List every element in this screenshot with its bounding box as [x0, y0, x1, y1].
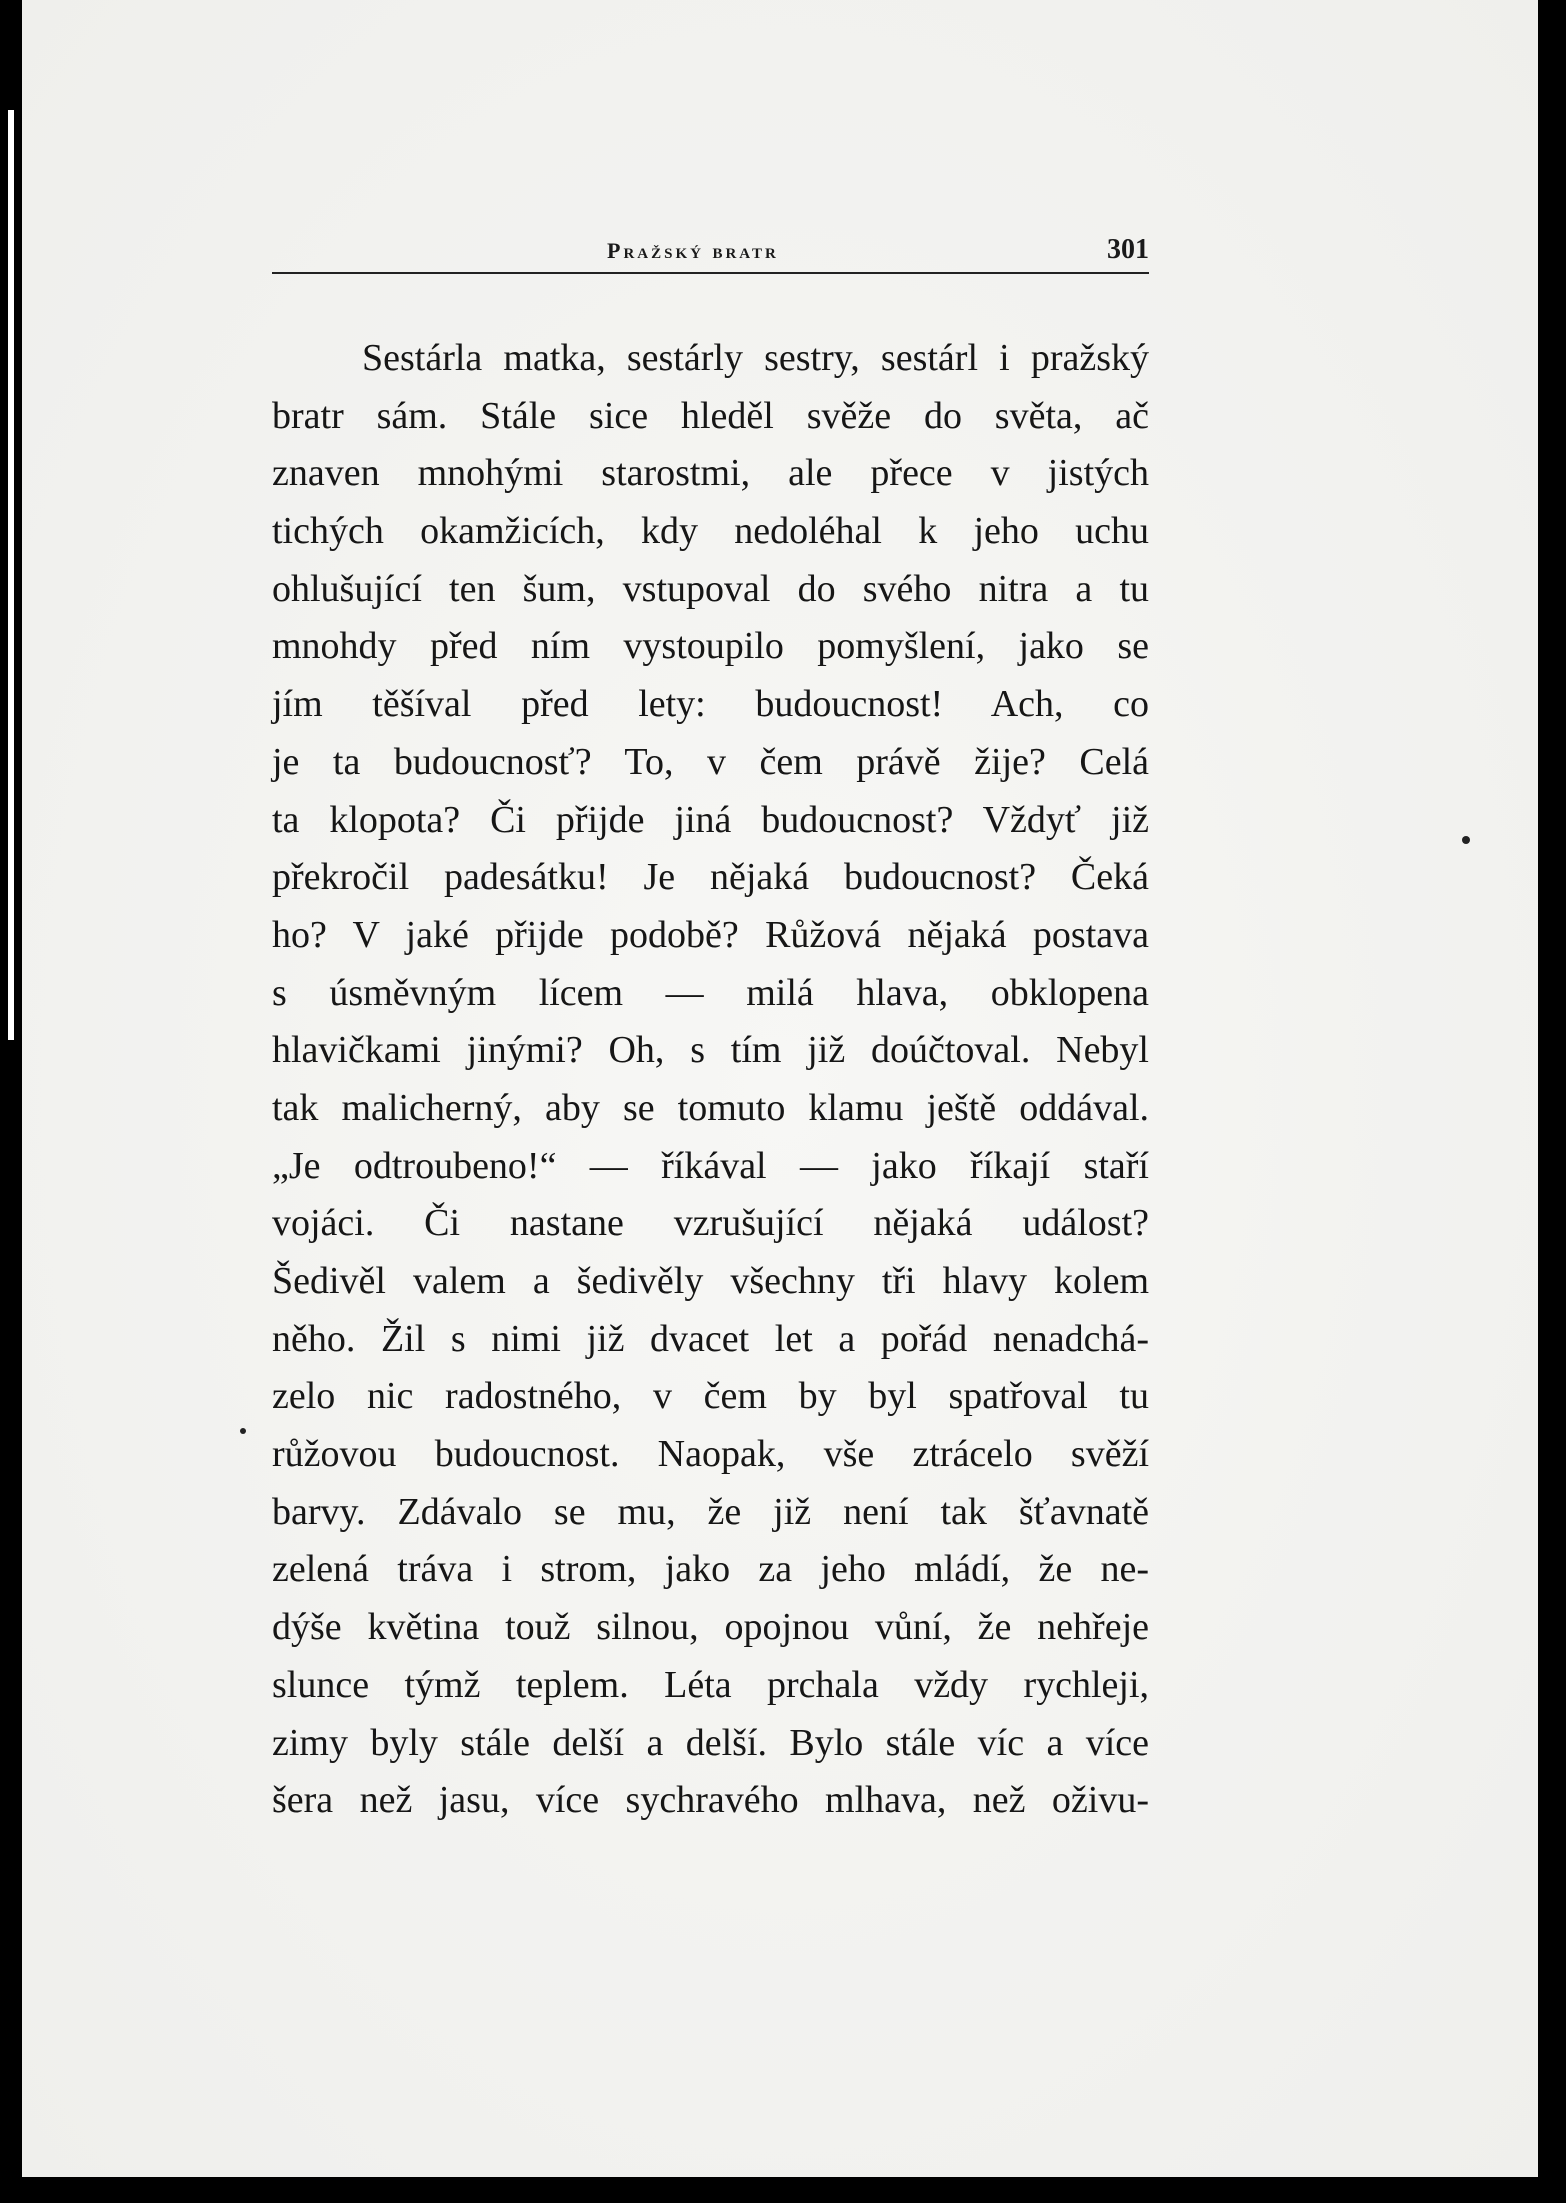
text-line: vojáci. Či nastane vzrušující nějaká událost? [272, 1202, 1149, 1245]
scan-right-edge [1538, 0, 1566, 2203]
text-line: hlavičkami jinými? Oh, s tím již doúčtoval. Nebyl [272, 1029, 1149, 1072]
text-line: barvy. Zdávalo se mu, že již není tak šťavnatě [272, 1490, 1149, 1533]
text-line: jím těšíval před lety: budoucnost! Ach, co [272, 683, 1149, 726]
body-text [272, 330, 1149, 1830]
text-line: „Je odtroubeno!“ — říkával — jako říkají staří [272, 1144, 1149, 1187]
running-title: Pražský bratr [607, 238, 779, 263]
text-line: znaven mnohými starostmi, ale přece v jistých [272, 452, 1149, 495]
text-line: slunce týmž teplem. Léta prchala vždy rychleji, [272, 1663, 1149, 1706]
text-line: Šedivěl valem a šedivěly všechny tři hlavy kolem [272, 1260, 1149, 1302]
text-line: dýše květina touž silnou, opojnou vůní, že nehřeje [272, 1606, 1149, 1649]
text-line: mnohdy před ním vystoupilo pomyšlení, jako se [272, 625, 1149, 668]
text-line: je ta budoucnosť? To, v čem právě žije? Celá [272, 740, 1149, 783]
text-line: něho. Žil s nimi již dvacet let a pořád nenadchá- [272, 1317, 1149, 1360]
text-line: s úsměvným lícem — milá hlava, obklopena [272, 971, 1149, 1014]
text-line: tak malicherný, aby se tomuto klamu ještě oddával. [272, 1086, 1149, 1129]
page-fold [8, 110, 14, 1040]
text-line: šera než jasu, více sychravého mlhava, než oživu- [272, 1779, 1149, 1822]
text-line: růžovou budoucnost. Naopak, vše ztrácelo svěží [272, 1433, 1149, 1476]
page-number: 301 [1107, 234, 1149, 265]
text-line: zelo nic radostného, v čem by byl spatřoval tu [272, 1375, 1149, 1418]
ink-speck [1462, 836, 1470, 844]
text-line: zimy byly stále delší a delší. Bylo stále víc a více [272, 1721, 1149, 1764]
text-line: bratr sám. Stále sice hleděl svěže do světa, ač [272, 394, 1149, 437]
scan-left-edge [0, 0, 22, 2203]
running-head [272, 236, 1149, 274]
text-line: zelená tráva i strom, jako za jeho mládí, že ne- [272, 1548, 1149, 1591]
text-line: ohlušující ten šum, vstupoval do svého nitra a tu [272, 567, 1149, 610]
scan-bottom-edge [0, 2177, 1566, 2203]
ink-speck [240, 1428, 246, 1434]
text-line: ho? V jaké přijde podobě? Růžová nějaká postava [272, 913, 1149, 956]
text-line: ta klopota? Či přijde jiná budoucnost? Vždyť již [272, 798, 1149, 841]
text-line: Sestárla matka, sestárly sestry, sestárl i pražský [362, 337, 1149, 379]
text-line: překročil padesátku! Je nějaká budoucnost? Čeká [272, 856, 1149, 899]
text-line: tichých okamžicích, kdy nedoléhal k jeho uchu [272, 510, 1149, 553]
